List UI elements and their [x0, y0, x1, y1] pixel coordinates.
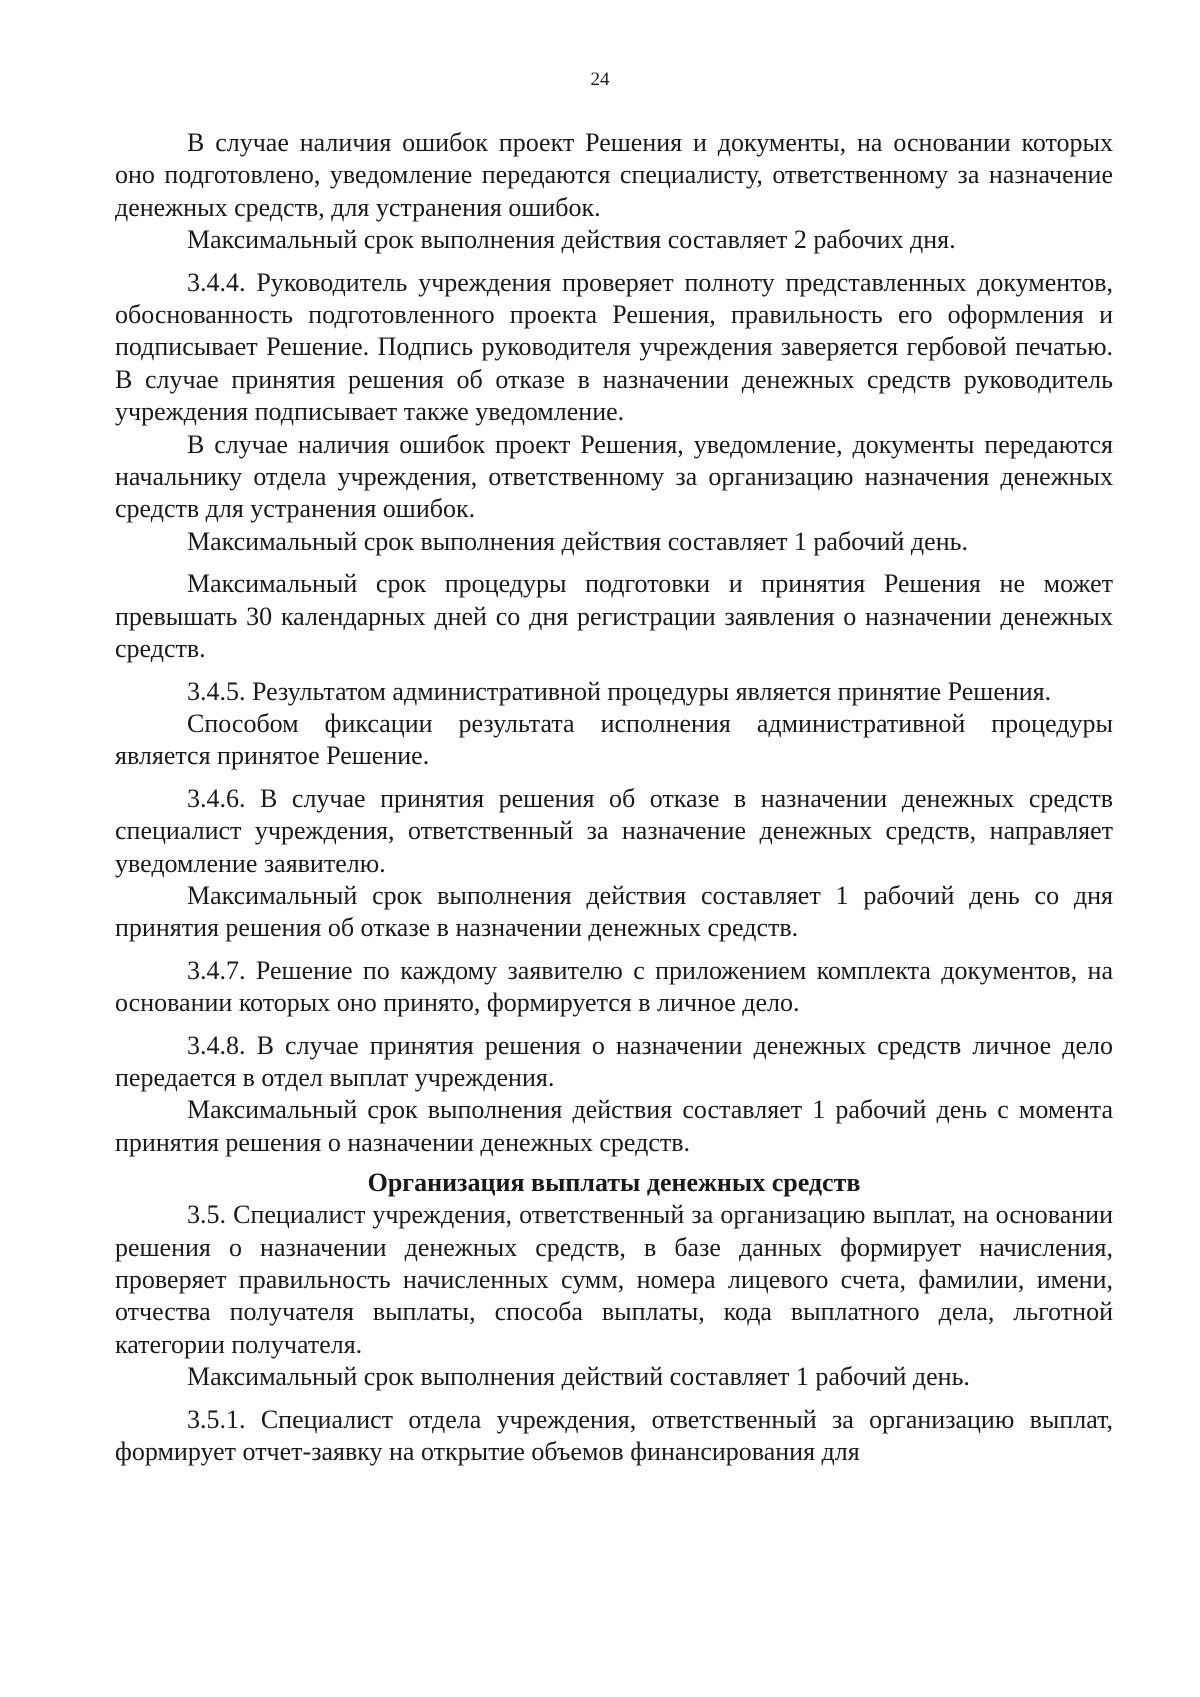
paragraph: Максимальный срок выполнения действия составляет 2 рабочих дня. — [187, 225, 956, 255]
page-number: 24 — [590, 69, 610, 90]
paragraph-3-4-8: 3.4.8. В случае принятия решения о назначении денежных средств личное дело передается в отдел выплат учреждения. — [115, 1030, 1113, 1092]
paragraph-3-5: 3.5. Специалист учреждения, ответственный за организацию выплат, на основании решения о назначении денежных средств, в базе данных формирует начисления, проверяет правильность начисленных сумм, номера лицевого счета, фамилии, имени, отчества получателя выплаты, способа выплаты, кода выплатного дела, льготной категории получателя. — [115, 1200, 1113, 1359]
paragraph-3-4-4: 3.4.4. Руководитель учреждения проверяет полноту представленных документов, обоснованность подготовленного проекта Решения, правильность его оформления и подписывает Решение. Подпись руководителя учреждения заверяется гербовой печатью. В случае принятия решения об отказе в назначении денежных средств руководитель учреждения подписывает также уведомление. — [115, 267, 1113, 427]
paragraph: Максимальный срок выполнения действия составляет 1 рабочий день с момента принятия решения о назначении денежных средств. — [115, 1095, 1113, 1157]
paragraph: Максимальный срок выполнения действий составляет 1 рабочий день. — [187, 1362, 970, 1392]
section-heading: Организация выплаты денежных средств — [367, 1168, 861, 1198]
paragraph: Максимальный срок выполнения действия составляет 1 рабочий день со дня принятия решения об отказе в назначении денежных средств. — [115, 880, 1113, 943]
paragraph: Максимальный срок процедуры подготовки и принятия Решения не может превышать 30 календарных дней со дня регистрации заявления о назначении денежных средств. — [115, 569, 1113, 664]
paragraph: Способом фиксации результата исполнения административной процедуры является принятое Решение. — [115, 708, 1113, 771]
document-body — [115, 127, 1113, 1468]
paragraph: Максимальный срок выполнения действия составляет 1 рабочий день. — [187, 526, 968, 556]
paragraph-3-4-6: 3.4.6. В случае принятия решения об отказе в назначении денежных средств специалист учреждения, ответственный за назначение денежных средств, направляет уведомление заявителю. — [115, 783, 1113, 878]
paragraph-3-5-1: 3.5.1. Специалист отдела учреждения, ответственный за организацию выплат, формирует отчет-заявку на открытие объемов финансирования для — [115, 1404, 1113, 1467]
paragraph-3-4-5: 3.4.5. Результатом административной процедуры является принятие Решения. — [187, 676, 1052, 706]
paragraph: В случае наличия ошибок проект Решения и документы, на основании которых оно подготовлено, уведомление передаются специалисту, ответственному за назначение денежных средств, для устранения ошибок. — [115, 128, 1113, 222]
paragraph: В случае наличия ошибок проект Решения, уведомление, документы передаются начальнику отдела учреждения, ответственному за организацию назначения денежных средств для устранения ошибок. — [115, 429, 1113, 524]
paragraph-3-4-7: 3.4.7. Решение по каждому заявителю с приложением комплекта документов, на основании которых оно принято, формируется в личное дело. — [115, 955, 1113, 1018]
